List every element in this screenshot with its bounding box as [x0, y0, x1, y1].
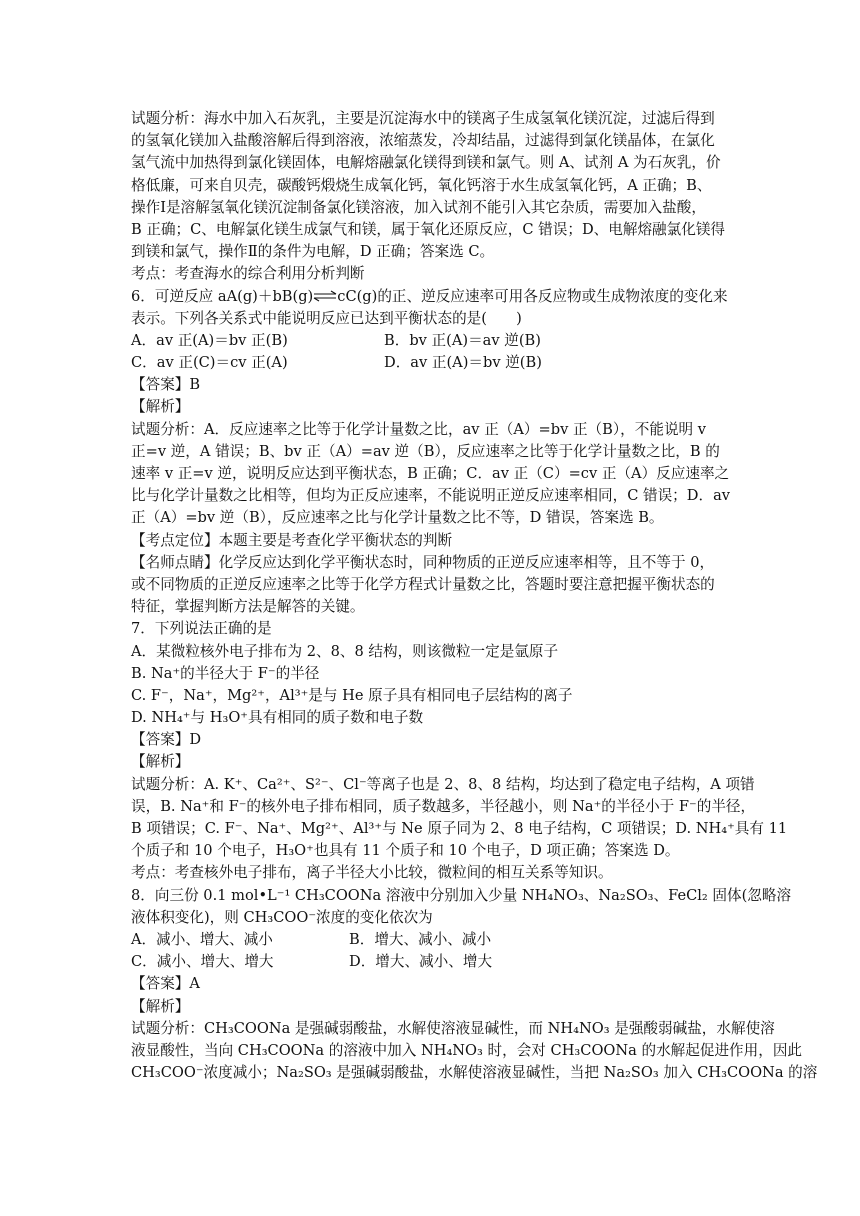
text-line: B 项错误；C. F⁻、Na⁺、Mg²⁺、Al³⁺与 Ne 原子同为 2、8 电子结构，C 项错误；D. NH₄⁺具有 11 — [131, 820, 788, 837]
text-line: 氢气流中加热得到氯化镁固体，电解熔融氯化镁得到镁和氯气。则 A、试剂 A 为石灰乳，价 — [131, 154, 721, 172]
answer-label: 【答案】D — [131, 731, 202, 749]
text-line: 或不同物质的正逆反应速率之比等于化学方程式计量数之比，答题时要注意把握平衡状态的 — [131, 575, 715, 593]
text-line: 表示。下列各关系式中能说明反应已达到平衡状态的是( ) — [131, 309, 522, 327]
text-line: 到镁和氯气，操作Ⅱ的条件为电解，D 正确；答案选 C。 — [131, 243, 495, 261]
option-a: A．减小、增大、减小 — [131, 930, 273, 948]
answer-label: 【答案】A — [131, 975, 200, 993]
analysis-label: 【解析】 — [131, 398, 190, 416]
text-line: 考点：考查海水的综合利用分析判断 — [131, 265, 365, 283]
text-segment: 6．可逆反应 aA(g)＋bB(g) — [131, 287, 314, 305]
text-line: 正=v 逆，A 错误；B、bv 正（A）=av 逆（B），反应速率之比等于化学计量数之比，B 的 — [131, 442, 720, 460]
text-line: 液显酸性，当向 CH₃COONa 的溶液中加入 NH₄NO₃ 时，会对 CH₃COONa 的水解起促进作用，因此 — [131, 1041, 803, 1059]
text-line: B 正确；C、电解氯化镁生成氯气和镁，属于氧化还原反应，C 错误；D、电解熔融氯化镁得 — [131, 220, 726, 238]
text-line: 操作Ⅰ是溶解氢氧化镁沉淀制备氯化镁溶液，加入试剂不能引入其它杂质，需要加入盐酸， — [131, 198, 706, 216]
option-b: B．bv 正(A)＝av 逆(B) — [384, 331, 541, 349]
text-line: 误，B. Na⁺和 F⁻的核外电子排布相同，质子数越多，半径越小，则 Na⁺的半径小于 F⁻的半径， — [131, 797, 756, 815]
option-a: A．某微粒核外电子排布为 2、8、8 结构，则该微粒一定是氩原子 — [131, 642, 559, 660]
option-c: C. F⁻，Na⁺，Mg²⁺，Al³⁺是与 He 原子具有相同电子层结构的离子 — [131, 686, 573, 704]
text-line: 正（A）=bv 逆（B），反应速率之比与化学计量数之比不等，D 错误，答案选 B。 — [131, 509, 664, 527]
option-d: D．av 正(A)＝bv 逆(B) — [384, 354, 542, 372]
question-7-stem: 7．下列说法正确的是 — [131, 620, 272, 638]
option-d: D．增大、减小、增大 — [349, 953, 493, 971]
option-c: C．减小、增大、增大 — [131, 953, 274, 971]
text-line: CH₃COO⁻浓度减小；Na₂SO₃ 是强碱弱酸盐，水解使溶液显碱性，当把 Na₂SO₃ 加入 CH₃COONa 的溶 — [131, 1064, 818, 1082]
text-line: 速率 v 正=v 逆，说明反应达到平衡状态，B 正确；C．av 正（C）=cv 正（A）反应速率之 — [131, 465, 730, 482]
text-line: 试题分析：CH₃COONa 是强碱弱酸盐，水解使溶液显碱性，而 NH₄NO₃ 是强酸弱碱盐，水解使溶 — [131, 1019, 775, 1037]
equilibrium-arrow-icon — [313, 290, 337, 302]
answer-label: 【答案】B — [131, 376, 201, 394]
text-line: 试题分析：海水中加入石灰乳，主要是沉淀海水中的镁离子生成氢氧化镁沉淀，过滤后得到 — [131, 110, 715, 127]
text-line: 特征，掌握判断方法是解答的关键。 — [131, 598, 365, 616]
text-line: 试题分析：A. K⁺、Ca²⁺、S²⁻、Cl⁻等离子也是 2、8、8 结构，均达到了稳定电子结构，A 项错 — [131, 775, 755, 793]
option-row — [131, 330, 731, 352]
option-b: B．增大、减小、减小 — [349, 930, 492, 948]
text-line: 格低廉，可来自贝壳，碳酸钙煅烧生成氧化钙，氧化钙溶于水生成氢氧化钙，A 正确；B、 — [131, 176, 712, 194]
text-line: 比与化学计量数之比相等，但均为正反应速率，不能说明正逆反应速率相同，C 错误；D．av — [131, 487, 731, 505]
option-row — [131, 951, 731, 973]
option-b: B. Na⁺的半径大于 F⁻的半径 — [131, 664, 320, 682]
option-row — [131, 352, 731, 374]
option-a: A．av 正(A)＝bv 正(B) — [131, 331, 288, 349]
text-line: 液体积变化)，则 CH₃COO⁻浓度的变化依次为 — [131, 908, 433, 926]
analysis-label: 【解析】 — [131, 997, 190, 1015]
text-line: 的氢氧化镁加入盐酸溶解后得到溶液，浓缩蒸发，冷却结晶，过滤得到氯化镁晶体，在氯化 — [131, 132, 715, 150]
text-line: 试题分析：A．反应速率之比等于化学计量数之比，av 正（A）=bv 正（B），不能说明 v — [131, 420, 707, 438]
option-row — [131, 929, 731, 951]
text-segment: cC(g)的正、逆反应速率可用各反应物或生成物浓度的变化来 — [337, 287, 728, 305]
question-8-stem: 8．向三份 0.1 mol•L⁻¹ CH₃COONa 溶液中分别加入少量 NH₄NO₃、Na₂SO₃、FeCl₂ 固体(忽略溶 — [131, 886, 792, 904]
option-d: D. NH₄⁺与 H₃O⁺具有相同的质子数和电子数 — [131, 709, 424, 727]
text-line: 个质子和 10 个电子，H₃O⁺也具有 11 个质子和 10 个电子，D 项正确；答案选 D。 — [131, 842, 680, 860]
text-line: 考点：考查核外电子排布，离子半径大小比较，微粒间的相互关系等知识。 — [131, 864, 613, 882]
text-line: 【考点定位】本题主要是考查化学平衡状态的判断 — [131, 531, 453, 549]
question-6-stem — [131, 286, 731, 308]
text-line: 【名师点睛】化学反应达到化学平衡状态时，同种物质的正逆反应速率相等，且不等于 0， — [131, 553, 715, 571]
document-body — [131, 108, 818, 1084]
analysis-label: 【解析】 — [131, 753, 190, 771]
option-c: C．av 正(C)＝cv 正(A) — [131, 354, 288, 372]
